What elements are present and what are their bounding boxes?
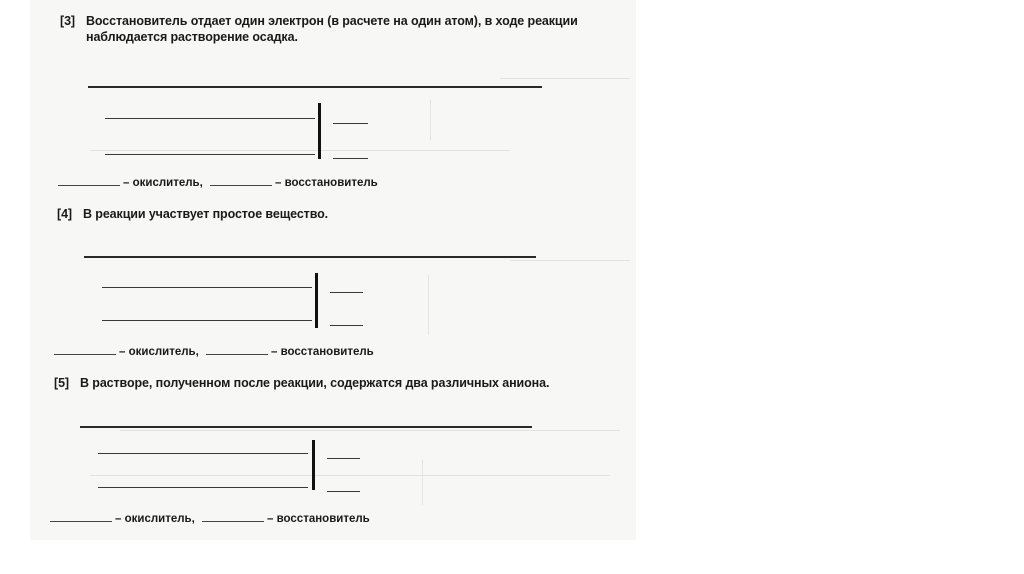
balance-divider [312, 440, 315, 490]
show-through-line [90, 150, 510, 151]
show-through-line [510, 260, 630, 261]
coefficient-line-top[interactable] [333, 123, 368, 124]
task-number: [3] [60, 14, 75, 28]
show-through-line [428, 275, 429, 335]
equation-answer-line[interactable] [84, 256, 536, 258]
balance-divider [318, 103, 321, 159]
roles-row [50, 513, 370, 525]
task-3-heading [60, 13, 635, 45]
oxidizer-label: – окислитель, [115, 513, 195, 525]
reducer-label: – восстановитель [271, 346, 374, 358]
balance-line-top[interactable] [105, 118, 315, 119]
roles-row [58, 177, 378, 189]
balance-divider [315, 273, 318, 328]
show-through-line [500, 78, 630, 79]
balance-line-top[interactable] [98, 453, 308, 454]
oxidizer-label: – окислитель, [123, 177, 203, 189]
show-through-line [90, 475, 610, 476]
coefficient-line-top[interactable] [327, 458, 360, 459]
balance-line-bottom[interactable] [98, 487, 308, 488]
reducer-label: – восстановитель [267, 513, 370, 525]
oxidizer-blank[interactable] [54, 353, 116, 355]
task-text: Восстановитель отдает один электрон (в расчете на один атом), в ходе реакции наблюдается растворение осадка. [86, 14, 578, 44]
equation-answer-line[interactable] [80, 426, 532, 428]
coefficient-line-bottom[interactable] [327, 491, 360, 492]
coefficient-line-bottom[interactable] [330, 325, 363, 326]
roles-row [54, 346, 374, 358]
equation-answer-line[interactable] [88, 86, 542, 88]
oxidizer-blank[interactable] [50, 520, 112, 522]
coefficient-line-top[interactable] [330, 292, 363, 293]
task-text: В растворе, полученном после реакции, содержатся два различных аниона. [80, 376, 550, 390]
oxidizer-label: – окислитель, [119, 346, 199, 358]
reducer-blank[interactable] [210, 184, 272, 186]
reducer-blank[interactable] [206, 353, 268, 355]
oxidizer-blank[interactable] [58, 184, 120, 186]
balance-line-bottom[interactable] [102, 320, 312, 321]
task-5-heading [54, 375, 629, 391]
show-through-line [120, 430, 620, 431]
task-number: [4] [57, 207, 72, 221]
balance-line-bottom[interactable] [105, 154, 315, 155]
task-text: В реакции участвует простое вещество. [83, 207, 329, 221]
show-through-line [430, 100, 431, 140]
reducer-blank[interactable] [202, 520, 264, 522]
show-through-line [422, 460, 423, 505]
task-number: [5] [54, 376, 69, 390]
coefficient-line-bottom[interactable] [333, 158, 368, 159]
reducer-label: – восстановитель [275, 177, 378, 189]
balance-line-top[interactable] [102, 287, 312, 288]
task-4-heading [57, 206, 632, 222]
worksheet-page [30, 0, 636, 540]
